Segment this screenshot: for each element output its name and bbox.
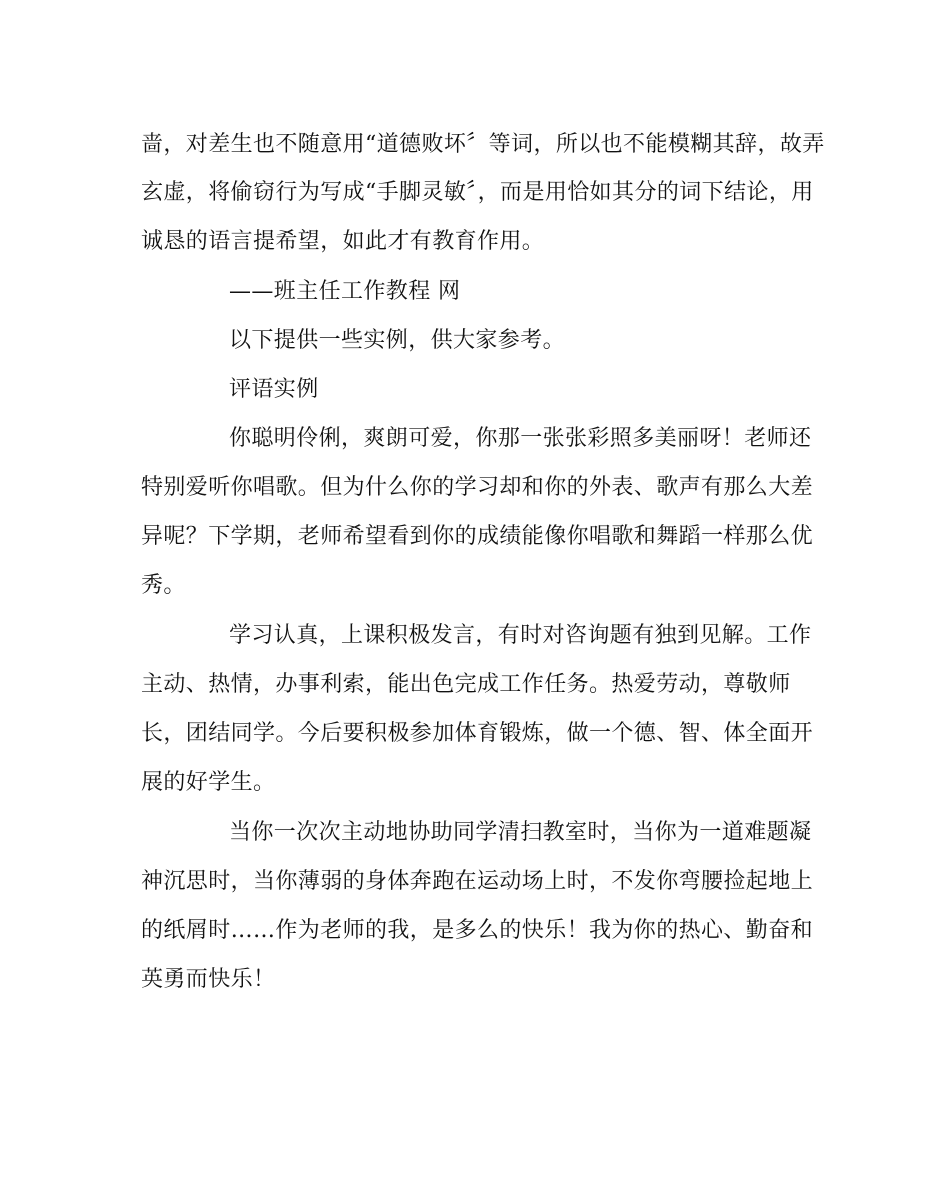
text-line: 神沉思时，当你薄弱的身体奔跑在运动场上时，不发你弯腰捡起地上 [141,869,814,894]
text-line: 啬，对差生也不随意用“道德败坏〞等词，所以也不能模糊其辞，故弄 [141,132,825,157]
text-line: 以下提供一些实例，供大家参考。 [229,328,566,353]
text-line: 玄虚，将偷窃行为写成“手脚灵敏〞，而是用恰如其分的词下结论，用 [141,180,814,205]
text-line: 展的好学生。 [141,770,276,795]
source-attribution: ——班主任工作教程 网 [229,279,461,304]
text-line: 主动、热情，办事利索，能出色完成工作任务。热爱劳动，尊敬师 [141,672,791,697]
text-line: 英勇而快乐！ [141,967,276,992]
text-line: 特别爱听你唱歌。但为什么你的学习却和你的外表、歌声有那么大差 [141,475,814,500]
section-heading: 评语实例 [229,377,319,402]
text-line: 当你一次次主动地协助同学清扫教室时，当你为一道难题凝 [229,820,812,845]
text-line: 长，团结同学。今后要积极参加体育锻炼，做一个德、智、体全面开 [141,721,814,746]
text-line: 异呢？下学期，老师希望看到你的成绩能像你唱歌和舞蹈一样那么优 [141,524,814,549]
text-line: 学习认真，上课积极发言，有时对咨询题有独到见解。工作 [229,623,812,648]
text-line: 诚恳的语言提希望，如此才有教育作用。 [141,229,545,254]
text-line: 的纸屑时……作为老师的我，是多么的快乐！我为你的热心、勤奋和 [141,918,814,943]
text-line: 秀。 [141,573,186,598]
text-line: 你聪明伶俐，爽朗可爱，你那一张张彩照多美丽呀！老师还 [229,426,812,451]
